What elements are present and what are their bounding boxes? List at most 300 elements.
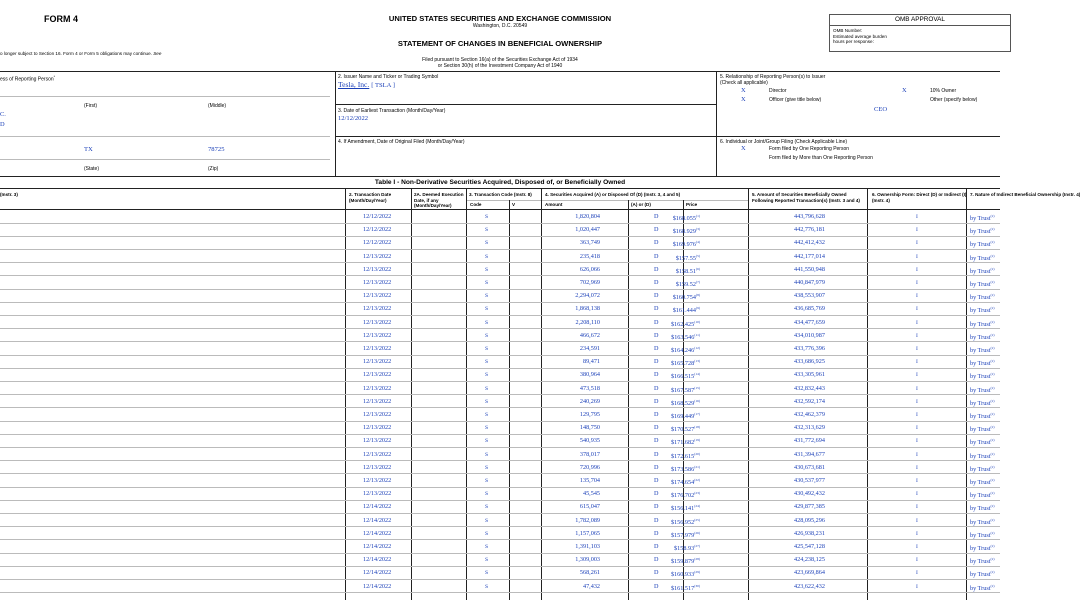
owned-after-cell bbox=[794, 421, 825, 434]
transaction-date-cell-text: 12/12/2022 bbox=[363, 226, 392, 234]
table-row bbox=[0, 382, 1000, 395]
amount-cell bbox=[580, 368, 600, 381]
ownership-form-cell bbox=[916, 355, 918, 369]
transaction-date-cell-text: 12/13/2022 bbox=[363, 450, 392, 458]
transaction-code-cell bbox=[485, 210, 488, 224]
acquired-disposed-cell bbox=[654, 302, 658, 315]
transaction-code-cell bbox=[485, 434, 488, 448]
transaction-code-cell bbox=[485, 236, 488, 250]
transaction-code-cell bbox=[485, 263, 488, 277]
table-row bbox=[0, 250, 1000, 263]
ownership-nature-cell-text: by Trust bbox=[970, 347, 991, 355]
footnote-ref[interactable]: (2) bbox=[990, 438, 995, 443]
footnote-ref[interactable]: (21) bbox=[694, 464, 700, 469]
footnote-ref[interactable]: (2) bbox=[990, 557, 995, 562]
owned-after-cell-text: 423,669,864 bbox=[794, 569, 825, 577]
price-cell-text: $169.976 bbox=[672, 241, 696, 249]
ownership-nature-cell-text: by Trust bbox=[970, 241, 991, 249]
footnote-ref[interactable]: (2) bbox=[990, 425, 995, 430]
footnote-ref[interactable]: (29) bbox=[694, 570, 700, 575]
acquired-disposed-cell-text: D bbox=[654, 279, 659, 286]
footnote-ref[interactable]: (23) bbox=[694, 491, 700, 496]
ownership-nature-cell-text: by Trust bbox=[970, 584, 991, 592]
owned-after-cell bbox=[794, 500, 825, 513]
owned-after-cell bbox=[794, 527, 825, 540]
acquired-disposed-cell bbox=[654, 223, 658, 236]
ownership-form-cell bbox=[916, 421, 918, 435]
section16-note-text: o longer subject to Section 16. Form 4 or Form 5 obligations may continue. bbox=[0, 51, 152, 56]
footnote-ref[interactable]: (2) bbox=[990, 332, 995, 337]
reporting-person-label-sup: * bbox=[53, 75, 56, 79]
transaction-code-cell bbox=[485, 302, 488, 316]
price-cell-text: $157.55 bbox=[675, 254, 696, 262]
director-check[interactable]: X bbox=[741, 87, 746, 94]
price-cell-text: $168.929 bbox=[672, 228, 696, 236]
transaction-code-cell bbox=[485, 289, 488, 303]
table-row bbox=[0, 302, 1000, 315]
ownership-nature-cell-text: by Trust bbox=[970, 386, 991, 394]
footnote-ref[interactable]: (17) bbox=[694, 412, 700, 416]
earliest-date-value: 12/12/2022 bbox=[338, 115, 369, 122]
footnote-ref[interactable]: (5) bbox=[695, 253, 700, 258]
transaction-code-cell-text: S bbox=[485, 346, 489, 352]
ownership-form-cell bbox=[916, 434, 918, 448]
footnote-ref[interactable]: (25) bbox=[694, 517, 700, 522]
footnote-ref[interactable]: (2) bbox=[990, 464, 995, 469]
transaction-date-cell bbox=[363, 461, 391, 474]
footnote-ref[interactable]: (24) bbox=[694, 504, 700, 509]
omb-title: OMB APPROVAL bbox=[830, 15, 1010, 26]
footnote-ref[interactable]: (2) bbox=[990, 266, 995, 271]
acquired-disposed-cell-text: D bbox=[654, 371, 659, 379]
amount-cell bbox=[583, 355, 600, 368]
price-cell-text: $166.515 bbox=[670, 373, 695, 381]
col5-header: 5. Amount of Securities Beneficially Owned Following Reported Transaction(s) (Instr. 3 and 4) bbox=[752, 192, 860, 203]
owned-after-cell bbox=[794, 342, 825, 355]
footnote-ref[interactable]: (26) bbox=[694, 530, 700, 535]
transaction-date-cell bbox=[363, 223, 391, 236]
col3-code-header: Code bbox=[470, 202, 482, 207]
footnote-ref[interactable]: (18) bbox=[694, 425, 700, 430]
relationship-divider bbox=[716, 136, 1000, 137]
acquired-disposed-cell bbox=[654, 368, 658, 381]
ownership-nature-cell-text: by Trust bbox=[970, 439, 991, 447]
table-row bbox=[0, 329, 1000, 342]
acquired-disposed-cell bbox=[654, 540, 658, 553]
transaction-code-cell-text: S bbox=[485, 504, 489, 511]
footnote-ref[interactable]: (10) bbox=[694, 319, 700, 324]
acquired-disposed-cell bbox=[654, 474, 658, 487]
footnote-ref[interactable]: (22) bbox=[694, 478, 700, 482]
footnote-ref[interactable]: (2) bbox=[990, 214, 995, 218]
amount-cell-text: 568,261 bbox=[579, 569, 600, 577]
transaction-code-cell bbox=[485, 461, 488, 475]
footnote-ref[interactable]: (2) bbox=[990, 530, 995, 535]
ownership-form-cell bbox=[916, 276, 918, 290]
amount-cell-text: 129,795 bbox=[579, 411, 600, 418]
ownership-form-cell bbox=[916, 250, 918, 264]
footnote-ref[interactable]: (27) bbox=[694, 544, 700, 548]
ownership-nature-cell-text: by Trust bbox=[970, 307, 991, 315]
acquired-disposed-cell-text: D bbox=[654, 318, 659, 326]
ownership-form-cell-text: I bbox=[916, 266, 918, 273]
transaction-date-cell-text: 12/13/2022 bbox=[363, 463, 392, 471]
owned-after-cell bbox=[794, 355, 825, 368]
amount-cell-text: 540,935 bbox=[579, 437, 600, 445]
transaction-date-cell-text: 12/13/2022 bbox=[363, 477, 392, 484]
footnote-ref[interactable]: (2) bbox=[990, 280, 995, 284]
footnote-ref[interactable]: (9) bbox=[695, 306, 700, 311]
amount-cell-text: 466,672 bbox=[579, 331, 600, 339]
transaction-date-cell bbox=[363, 368, 391, 381]
ownership-form-cell bbox=[916, 553, 918, 567]
owned-after-cell bbox=[794, 250, 825, 263]
amount-cell bbox=[580, 461, 600, 474]
table-row bbox=[0, 355, 1000, 368]
amount-cell bbox=[575, 210, 600, 223]
acquired-disposed-cell bbox=[654, 355, 658, 368]
ownership-form-cell-text: I bbox=[916, 412, 918, 418]
amount-cell bbox=[583, 487, 600, 500]
omb-hours-label: hours per response: bbox=[833, 39, 874, 45]
table-row bbox=[0, 223, 1000, 236]
acquired-disposed-cell-text: D bbox=[654, 450, 659, 458]
amount-cell-text: 626,066 bbox=[579, 265, 600, 273]
officer-check[interactable]: X bbox=[741, 96, 746, 103]
table-row bbox=[0, 500, 1000, 513]
amount-cell-text: 234,591 bbox=[579, 345, 600, 352]
footnote-ref[interactable]: (19) bbox=[694, 438, 700, 443]
ownership-form-cell-text: I bbox=[916, 319, 918, 326]
state-label: (State) bbox=[84, 166, 100, 172]
footnote-ref[interactable]: (30) bbox=[694, 583, 700, 588]
filed-line-1: Filed pursuant to Section 16(a) of the Securities Exchange Act of 1934 bbox=[422, 57, 578, 63]
transaction-date-cell bbox=[363, 316, 391, 329]
transaction-code-cell bbox=[485, 553, 488, 567]
transaction-date-cell bbox=[363, 276, 391, 289]
table-row bbox=[0, 474, 1000, 487]
amount-cell-text: 378,017 bbox=[579, 450, 600, 458]
col6-header: 6. Ownership Form: Direct (D) or Indirect (I) (Instr. 4) bbox=[872, 192, 967, 203]
amount-cell-text: 135,704 bbox=[579, 477, 600, 484]
amount-cell-text: 235,418 bbox=[579, 252, 600, 260]
acquired-disposed-cell bbox=[654, 210, 658, 223]
transaction-date-cell bbox=[363, 263, 391, 276]
ownership-form-cell bbox=[916, 263, 918, 277]
footnote-ref[interactable]: (2) bbox=[990, 570, 995, 575]
footnote-ref[interactable]: (2) bbox=[990, 227, 995, 232]
amount-cell-text: 702,969 bbox=[579, 279, 600, 286]
footnote-ref[interactable]: (2) bbox=[990, 517, 995, 522]
amount-cell bbox=[580, 448, 600, 461]
transaction-date-cell bbox=[363, 408, 391, 421]
acquired-disposed-cell-text: D bbox=[654, 582, 659, 590]
issuer-name-link[interactable]: Tesla, Inc. bbox=[338, 80, 370, 89]
price-cell-text: $176.702 bbox=[670, 492, 695, 500]
amount-cell bbox=[575, 553, 600, 566]
owned-after-cell bbox=[794, 329, 825, 342]
transaction-code-cell-text: S bbox=[485, 398, 489, 405]
footnote-ref[interactable]: (2) bbox=[990, 359, 995, 364]
footnote-ref[interactable]: (28) bbox=[694, 557, 700, 562]
transaction-date-cell bbox=[363, 580, 391, 593]
ownership-form-cell-text: I bbox=[916, 332, 918, 339]
ownership-nature-cell-text: by Trust bbox=[970, 360, 991, 368]
ownership-nature-cell-text: by Trust bbox=[970, 373, 991, 381]
acquired-disposed-cell-text: D bbox=[654, 331, 659, 339]
transaction-date-cell bbox=[363, 329, 391, 342]
ownership-form-cell bbox=[916, 474, 918, 488]
owned-after-cell-text: 433,305,961 bbox=[794, 371, 825, 379]
footnote-ref[interactable]: (16) bbox=[694, 398, 700, 403]
transaction-date-cell-text: 12/14/2022 bbox=[363, 516, 392, 524]
one-person-label: Form filed by One Reporting Person bbox=[769, 146, 850, 152]
transaction-code-cell-text: S bbox=[485, 464, 489, 471]
footnote-ref[interactable]: (7) bbox=[695, 280, 700, 284]
price-cell-text: $169.449 bbox=[670, 413, 695, 421]
acquired-disposed-cell-text: D bbox=[654, 503, 659, 511]
owned-after-cell-text: 440,847,979 bbox=[794, 279, 825, 286]
price-cell-text: $160.754 bbox=[672, 294, 696, 302]
transaction-code-cell-text: S bbox=[485, 319, 489, 326]
owned-after-cell bbox=[794, 434, 825, 447]
footnote-ref[interactable]: (3) bbox=[695, 227, 700, 232]
omb-number-label: OMB Number: bbox=[833, 28, 863, 33]
footnote-ref[interactable]: (2) bbox=[990, 253, 995, 258]
ownership-form-cell bbox=[916, 566, 918, 580]
transaction-code-cell bbox=[485, 382, 488, 396]
acquired-disposed-cell bbox=[654, 448, 658, 461]
amount-cell bbox=[580, 342, 600, 355]
footnote-ref[interactable]: (11) bbox=[694, 332, 700, 337]
ownership-nature-cell-text: by Trust bbox=[970, 281, 991, 289]
owned-after-cell bbox=[794, 368, 825, 381]
section16-note-see: See bbox=[153, 51, 162, 56]
transaction-date-cell-text: 12/13/2022 bbox=[363, 318, 392, 326]
transaction-date-cell bbox=[363, 210, 391, 223]
state-value: TX bbox=[84, 146, 93, 153]
ownership-form-cell bbox=[916, 368, 918, 382]
owned-after-cell bbox=[794, 382, 825, 395]
transaction-date-cell bbox=[363, 382, 391, 395]
acquired-disposed-cell-text: D bbox=[654, 490, 659, 498]
table1-top-rule bbox=[0, 188, 1000, 189]
transaction-date-cell-text: 12/13/2022 bbox=[363, 345, 392, 352]
acquired-disposed-cell bbox=[654, 500, 658, 513]
owned-after-cell-text: 441,550,948 bbox=[794, 265, 825, 273]
footnote-ref[interactable]: (2) bbox=[990, 412, 995, 416]
footnote-ref[interactable]: (2) bbox=[990, 398, 995, 403]
footnote-ref[interactable]: (2) bbox=[990, 293, 995, 298]
ownership-form-cell-text: I bbox=[916, 346, 918, 352]
footnote-ref[interactable]: (2) bbox=[990, 306, 995, 311]
amount-cell bbox=[575, 223, 600, 236]
zip-value: 78725 bbox=[208, 146, 225, 153]
ownership-form-cell-text: I bbox=[916, 491, 918, 498]
acquired-disposed-cell-text: D bbox=[654, 529, 659, 537]
footnote-ref[interactable]: (2) bbox=[990, 385, 995, 390]
ownership-form-cell bbox=[916, 223, 918, 237]
amount-cell-text: 380,964 bbox=[579, 371, 600, 379]
ownership-form-cell-text: I bbox=[916, 359, 918, 366]
price-cell-text: $167.587 bbox=[670, 386, 695, 394]
owned-after-cell-text: 423,622,432 bbox=[794, 582, 825, 590]
transaction-code-cell bbox=[485, 514, 488, 528]
footnote-ref[interactable]: (8) bbox=[695, 293, 700, 298]
transaction-code-cell bbox=[485, 421, 488, 435]
owned-after-cell-text: 428,095,296 bbox=[794, 516, 825, 524]
ownership-form-cell-text: I bbox=[916, 464, 918, 471]
table-row bbox=[0, 236, 1000, 249]
ownership-form-cell-text: I bbox=[916, 425, 918, 432]
price-cell-text: $164.246 bbox=[670, 347, 695, 355]
owned-after-cell-text: 436,685,769 bbox=[794, 305, 825, 313]
ownership-form-cell bbox=[916, 210, 918, 224]
ownership-nature-cell-text: by Trust bbox=[970, 426, 991, 434]
owned-after-cell bbox=[794, 302, 825, 315]
acquired-disposed-cell bbox=[654, 289, 658, 302]
ownership-form-cell-text: I bbox=[916, 583, 918, 590]
transaction-code-cell-text: S bbox=[485, 478, 489, 484]
ownership-form-cell bbox=[916, 500, 918, 514]
acquired-disposed-cell bbox=[654, 514, 658, 527]
owned-after-cell-text: 434,010,987 bbox=[794, 331, 825, 339]
transaction-code-cell-text: S bbox=[485, 491, 489, 498]
table-row bbox=[0, 553, 1000, 566]
acquired-disposed-cell bbox=[654, 408, 658, 421]
transaction-code-cell-text: S bbox=[485, 227, 489, 234]
ownership-nature-cell-text: by Trust bbox=[970, 267, 991, 275]
relationship-label: 5. Relationship of Reporting Person(s) to Issuer bbox=[720, 74, 826, 80]
acquired-disposed-cell-text: D bbox=[654, 358, 659, 366]
amount-cell bbox=[580, 382, 600, 395]
transaction-date-cell bbox=[363, 566, 391, 579]
price-cell-text: $171.682 bbox=[670, 439, 695, 447]
transaction-code-cell bbox=[485, 276, 488, 290]
form-name: FORM 4 bbox=[44, 14, 79, 24]
footnote-ref[interactable]: (1) bbox=[695, 214, 700, 218]
footnote-ref[interactable]: (13) bbox=[694, 359, 700, 364]
table-row bbox=[0, 540, 1000, 553]
transaction-date-cell bbox=[363, 395, 391, 408]
acquired-disposed-cell-text: D bbox=[654, 411, 659, 418]
filing-label: 6. Individual or Joint/Group Filing (Check Applicable Line) bbox=[720, 139, 848, 145]
owned-after-cell-text: 442,776,181 bbox=[794, 226, 825, 234]
transaction-date-cell-text: 12/13/2022 bbox=[363, 252, 392, 260]
transaction-code-cell bbox=[485, 408, 488, 422]
ownership-nature-cell-text: by Trust bbox=[970, 215, 991, 223]
amount-cell-text: 240,269 bbox=[579, 397, 600, 405]
form-title: STATEMENT OF CHANGES IN BENEFICIAL OWNERSHIP bbox=[397, 39, 603, 48]
ownership-form-cell-text: I bbox=[916, 253, 918, 260]
owned-after-cell bbox=[794, 316, 825, 329]
owned-after-cell-text: 442,177,014 bbox=[794, 252, 825, 260]
table-row bbox=[0, 487, 1000, 500]
owned-after-cell-text: 431,772,694 bbox=[794, 437, 825, 445]
ownership-form-cell-text: I bbox=[916, 280, 918, 286]
footnote-ref[interactable]: (2) bbox=[990, 504, 995, 509]
transaction-code-cell-text: S bbox=[485, 266, 489, 273]
amount-cell-text: 720,996 bbox=[579, 463, 600, 471]
amount-cell-text: 615,047 bbox=[579, 503, 600, 511]
agency-location: Washington, D.C. 20549 bbox=[472, 23, 528, 29]
ownership-form-cell-text: I bbox=[916, 293, 918, 300]
footnote-ref[interactable]: (2) bbox=[990, 319, 995, 324]
transaction-code-cell-text: S bbox=[485, 451, 489, 458]
ownership-form-cell-text: I bbox=[916, 570, 918, 577]
footnote-ref[interactable]: (2) bbox=[990, 491, 995, 496]
footnote-ref[interactable]: (2) bbox=[990, 583, 995, 588]
amount-cell-text: 89,471 bbox=[582, 358, 600, 366]
ownership-nature-cell-text: by Trust bbox=[970, 452, 991, 460]
amount-cell bbox=[580, 276, 600, 289]
amount-cell bbox=[580, 500, 600, 513]
transaction-code-cell-text: S bbox=[485, 332, 489, 339]
amount-cell bbox=[580, 250, 600, 263]
one-person-check[interactable]: X bbox=[741, 145, 746, 152]
owned-after-cell-text: 434,477,659 bbox=[794, 318, 825, 326]
price-cell-text: $162.425 bbox=[670, 320, 695, 328]
ownership-nature-cell[interactable] bbox=[970, 580, 995, 595]
ownership-form-cell-text: I bbox=[916, 544, 918, 550]
owned-after-cell bbox=[794, 408, 825, 421]
amount-cell bbox=[575, 527, 600, 540]
acquired-disposed-cell bbox=[654, 553, 658, 566]
transaction-date-cell-text: 12/14/2022 bbox=[363, 529, 392, 537]
acquired-disposed-cell-text: D bbox=[654, 265, 659, 273]
transaction-code-cell-text: S bbox=[485, 372, 489, 379]
ownership-nature-cell-text: by Trust bbox=[970, 320, 991, 328]
footnote-ref[interactable]: (4) bbox=[695, 240, 700, 245]
transaction-code-cell-text: S bbox=[485, 306, 489, 313]
footnote-ref[interactable]: (2) bbox=[990, 346, 995, 350]
owned-after-cell-text: 438,553,907 bbox=[794, 292, 825, 300]
box-divider-2 bbox=[716, 71, 717, 176]
footnote-ref[interactable]: (6) bbox=[695, 266, 700, 271]
footnote-ref[interactable]: (20) bbox=[694, 451, 700, 456]
ownership-form-cell-text: I bbox=[916, 530, 918, 537]
amount-cell bbox=[580, 263, 600, 276]
ownership-form-cell-text: I bbox=[916, 240, 918, 247]
transaction-date-cell-text: 12/14/2022 bbox=[363, 543, 392, 550]
street-underline bbox=[0, 136, 330, 137]
owned-after-cell bbox=[794, 514, 825, 527]
price-cell-text: $159.879 bbox=[670, 558, 695, 566]
footnote-ref[interactable]: (2) bbox=[990, 544, 995, 548]
ownership-nature-cell-text: by Trust bbox=[970, 413, 991, 421]
transaction-date-cell-text: 12/12/2022 bbox=[363, 239, 392, 247]
amount-cell-text: 1,820,804 bbox=[575, 213, 600, 220]
ten-percent-owner-check[interactable]: X bbox=[902, 87, 907, 94]
owned-after-cell bbox=[794, 223, 825, 236]
owned-after-cell-text: 443,796,628 bbox=[794, 213, 825, 220]
section16-note bbox=[0, 51, 161, 57]
price-cell-text: $158.93 bbox=[674, 545, 695, 553]
footnote-ref[interactable]: (2) bbox=[990, 478, 995, 482]
transaction-date-cell bbox=[363, 527, 391, 540]
transaction-code-cell-text: S bbox=[485, 385, 489, 392]
footnote-ref[interactable]: (12) bbox=[694, 346, 700, 350]
footnote-ref[interactable]: (2) bbox=[990, 451, 995, 456]
ownership-form-cell bbox=[916, 395, 918, 409]
footnote-ref[interactable]: (2) bbox=[990, 240, 995, 245]
ownership-form-cell bbox=[916, 236, 918, 250]
table-row bbox=[0, 461, 1000, 474]
footnote-ref[interactable]: (15) bbox=[694, 385, 700, 390]
footnote-ref[interactable]: (14) bbox=[694, 372, 700, 377]
ownership-nature-cell-text: by Trust bbox=[970, 294, 991, 302]
footnote-ref[interactable]: (2) bbox=[990, 372, 995, 377]
